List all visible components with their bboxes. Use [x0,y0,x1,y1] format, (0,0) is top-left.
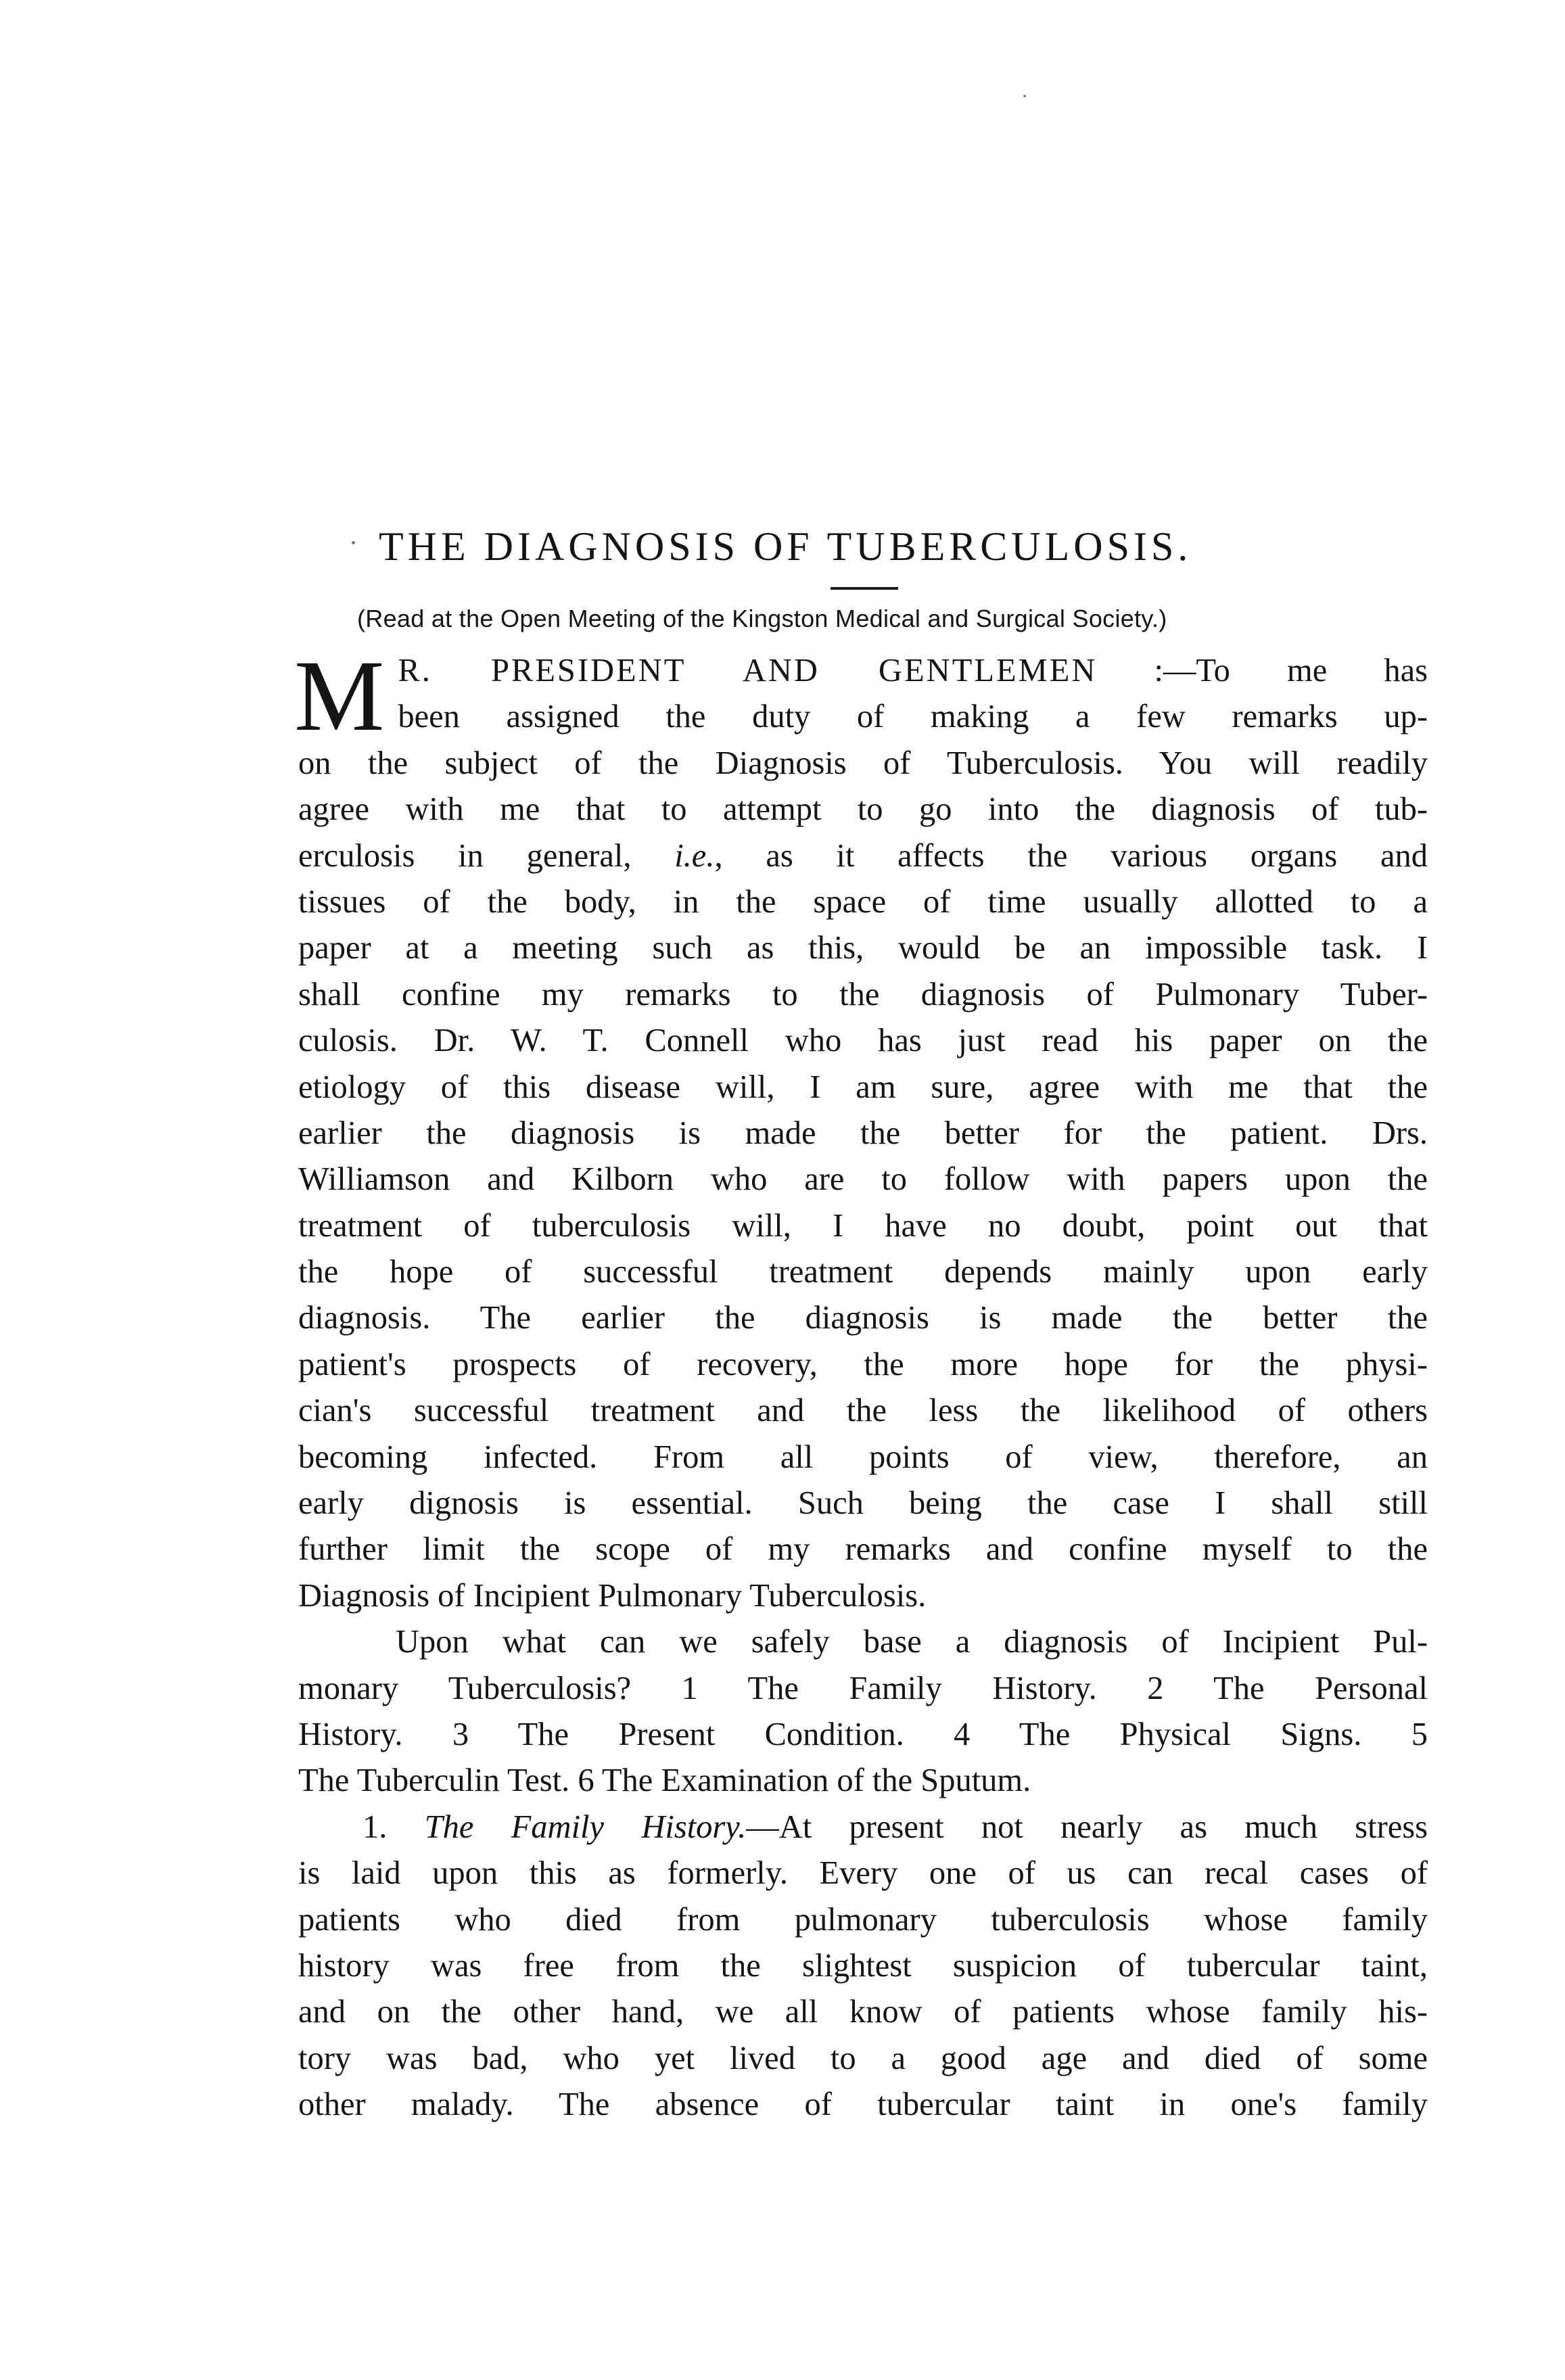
title-rule [831,587,898,590]
text-line: tory was bad, who yet lived to a good age and died of some [298,2040,1428,2076]
text-line: been assigned the duty of making a few remarks up- [398,699,1428,735]
text-line: paper at a meeting such as this, would be an impossible task. I [298,930,1428,966]
text-line: Upon what can we safely base a diagnosis of Incipient Pul- [396,1624,1428,1660]
text-line [298,1804,1428,1850]
text-line: cian's successful treatment and the less the likelihood of others [298,1393,1428,1429]
text-line: patients who died from pulmonary tuberculosis whose family [298,1901,1428,1938]
text-line: and on the other hand, we all know of patients whose family his- [298,1994,1428,2030]
paper-speck [352,541,355,544]
text-line: etiology of this disease will, I am sure, agree with me that the [298,1069,1428,1105]
article-body [294,640,1428,2128]
text-line: monary Tuberculosis? 1 The Family History. 2 The Personal [298,1670,1428,1706]
salutation-rest: :—To me has [1154,653,1428,689]
salutation: R. PRESIDENT AND GENTLEMEN [398,653,1098,689]
text-line: shall confine my remarks to the diagnosis of Pulmonary Tuber- [298,976,1428,1012]
paragraph-criteria [298,1619,1428,1804]
section-number: 1. [363,1809,425,1845]
drop-cap: M [294,640,385,752]
paper-speck [1023,95,1026,97]
text-line: other malady. The absence of tubercular taint in one's family [298,2086,1428,2123]
text-run: , as it affects the various organs and [714,837,1428,874]
text-line: treatment of tuberculosis will, I have no doubt, point out that [298,1207,1428,1244]
text-line: Diagnosis of Incipient Pulmonary Tuberculosis. [298,1577,927,1614]
text-line [298,833,1428,879]
text-line: is laid upon this as formerly. Every one of us can recal cases of [298,1855,1428,1892]
text-line: becoming infected. From all points of view, therefore, an [298,1439,1428,1475]
text-run: —At present not nearly as much stress [746,1809,1428,1845]
text-line: patient's prospects of recovery, the more hope for the physi- [298,1346,1428,1382]
text-line: early dignosis is essential. Such being the case I shall still [298,1485,1428,1522]
text-line: diagnosis. The earlier the diagnosis is made the better the [298,1300,1428,1336]
article-subtitle: (Read at the Open Meeting of the Kingston Medical and Surgical Society.) [357,605,1167,632]
text-line: culosis. Dr. W. T. Connell who has just read his paper on the [298,1023,1428,1059]
section-heading: The Family History. [424,1809,747,1845]
text-line: the hope of successful treatment depends mainly upon early [298,1254,1428,1290]
article-title: THE DIAGNOSIS OF TUBERCULOSIS. [379,524,1192,569]
text-line: The Tuberculin Test. 6 The Examination of the Sputum. [298,1763,1031,1799]
text-run: erculosis in general, [298,837,675,874]
text-line: History. 3 The Present Condition. 4 The Physical Signs. 5 [298,1716,1428,1752]
italic-abbreviation: i.e. [674,837,715,874]
paragraph-family-history [298,1804,1428,2128]
text-line: Williamson and Kilborn who are to follow with papers upon the [298,1161,1428,1198]
paragraph-opening [294,640,1428,1619]
text-line [298,648,1428,694]
text-line: tissues of the body, in the space of time usually allotted to a [298,883,1428,920]
text-line: on the subject of the Diagnosis of Tuberculosis. You will readily [298,745,1428,781]
text-line: earlier the diagnosis is made the better for the patient. Drs. [298,1115,1428,1151]
text-line: further limit the scope of my remarks and confine myself to the [298,1531,1428,1568]
text-line: agree with me that to attempt to go into the diagnosis of tub- [298,791,1428,828]
text-line: history was free from the slightest suspicion of tubercular taint, [298,1947,1428,1984]
